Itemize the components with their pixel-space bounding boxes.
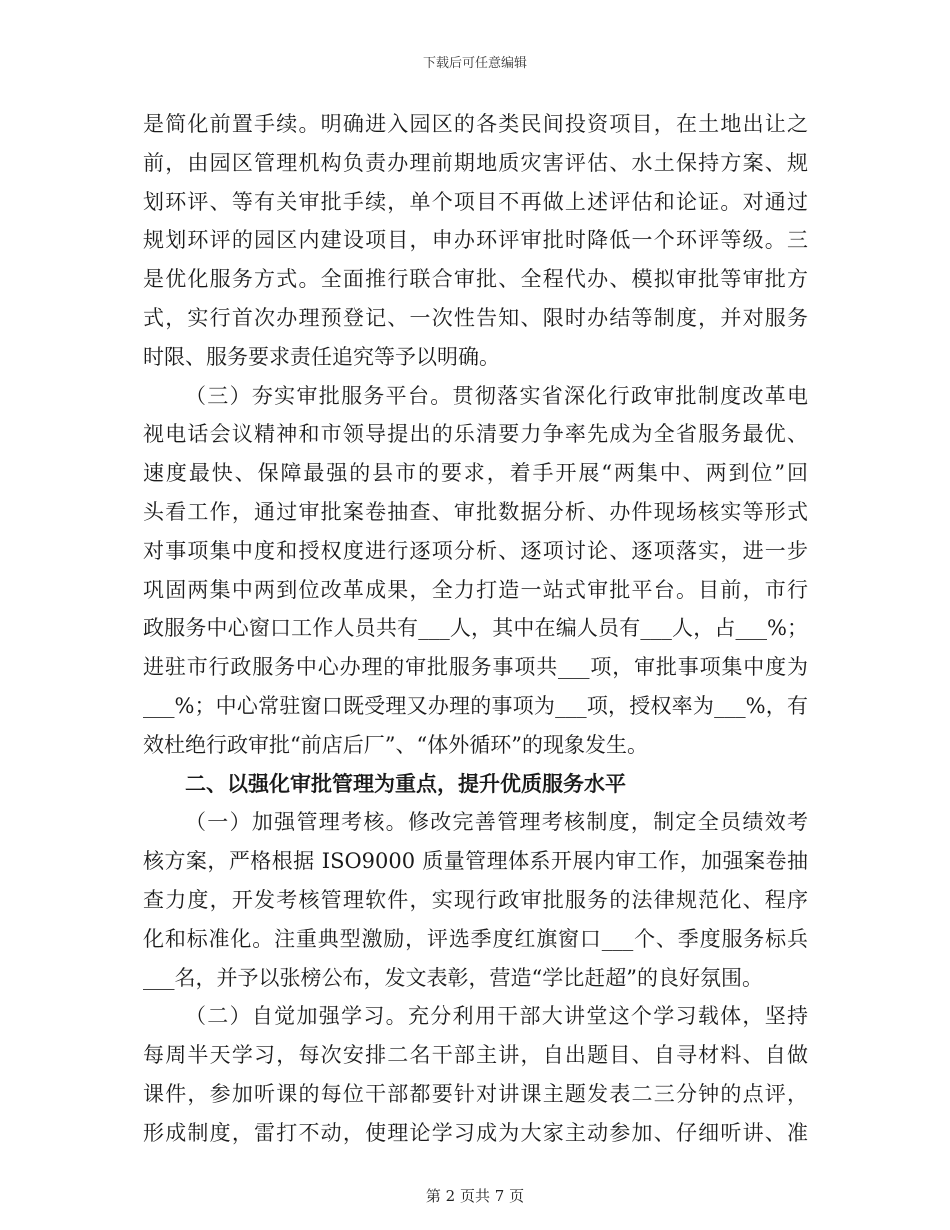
body-line: 进驻市行政服务中心办理的审批服务事项共___项，审批事项集中度为 — [143, 655, 808, 680]
body-line: 式，实行首次办理预登记、一次性告知、限时办结等制度，并对服务 — [143, 305, 808, 330]
body-line: 查力度，开发考核管理软件，实现行政审批服务的法律规范化、程序 — [143, 887, 808, 912]
body-line: 速度最快、保障最强的县市的要求，着手开展“两集中、两到位”回 — [143, 461, 808, 486]
body-line: 巩固两集中两到位改革成果，全力打造一站式审批平台。目前，市行 — [143, 577, 808, 602]
body-line: ___%；中心常驻窗口既受理又办理的事项为___项，授权率为___%，有 — [143, 693, 808, 718]
document-body — [143, 105, 808, 1153]
body-line: 每周半天学习，每次安排二名干部主讲，自出题目、自寻材料、自做 — [143, 1043, 808, 1068]
section-heading: 二、以强化审批管理为重点，提升优质服务水平 — [185, 770, 626, 796]
body-line: 是优化服务方式。全面推行联合审批、全程代办、模拟审批等审批方 — [143, 267, 808, 292]
body-line: 划环评、等有关审批手续，单个项目不再做上述评估和论证。对通过 — [143, 189, 808, 214]
body-line: 核方案，严格根据 ISO9000 质量管理体系开展内审工作，加强案卷抽 — [143, 849, 808, 874]
paragraph-start: （三）夯实审批服务平台。贯彻落实省深化行政审批制度改革电 — [185, 383, 808, 408]
body-line: 效杜绝行政审批“前店后厂”、“体外循环”的现象发生。 — [143, 732, 648, 757]
body-line: 政服务中心窗口工作人员共有___人，其中在编人员有___人，占___%； — [143, 616, 808, 641]
body-line: 视电话会议精神和市领导提出的乐清要力争率先成为全省服务最优、 — [143, 422, 808, 447]
body-line: 化和标准化。注重典型激励，评选季度红旗窗口___个、季度服务标兵 — [143, 926, 808, 951]
body-line: 课件，参加听课的每位干部都要针对讲课主题发表二三分钟的点评， — [143, 1081, 808, 1106]
paragraph-start: （一）加强管理考核。修改完善管理考核制度，制定全员绩效考 — [185, 810, 808, 835]
body-line: 规划环评的园区内建设项目，申办环评审批时降低一个环评等级。三 — [143, 228, 808, 253]
body-line: 前，由园区管理机构负责办理前期地质灾害评估、水土保持方案、规 — [143, 150, 808, 175]
page-footer: 第 2 页共 7 页 — [425, 1187, 525, 1205]
body-line: 头看工作，通过审批案卷抽查、审批数据分析、办件现场核实等形式 — [143, 499, 808, 524]
body-line: 形成制度，雷打不动，使理论学习成为大家主动参加、仔细听讲、准 — [143, 1120, 808, 1145]
body-line: 对事项集中度和授权度进行逐项分析、逐项讨论、逐项落实，进一步 — [143, 538, 808, 563]
body-line: ___名，并予以张榜公布，发文表彰，营造“学比赶超”的良好氛围。 — [143, 965, 763, 990]
body-line: 是简化前置手续。明确进入园区的各类民间投资项目，在土地出让之 — [143, 112, 808, 136]
page-header: 下载后可任意编辑 — [422, 56, 527, 71]
body-line: 时限、服务要求责任追究等予以明确。 — [143, 344, 500, 369]
paragraph-start: （二）自觉加强学习。充分利用干部大讲堂这个学习载体，坚持 — [185, 1004, 808, 1029]
